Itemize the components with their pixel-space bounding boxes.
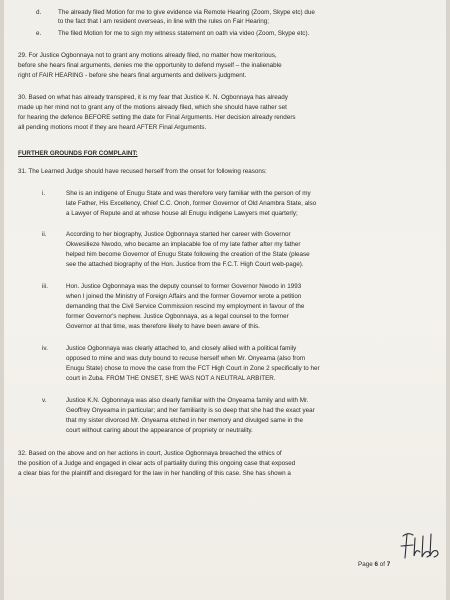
para-30-line-2: made up her mind not to grant any of the motions already filed, which she should have rather set xyxy=(18,104,287,111)
para-31-intro: 31. The Learned Judge should have recused herself from the onset for following reasons: xyxy=(18,168,267,175)
reason-i-line-2: late Father, His Excellency, Chief C.C. Onoh, former Governor of Old Anambra State, also xyxy=(66,200,317,207)
reason-i-line-3: a Lawyer of Repute and at whose house all Enugu indigene Lawyers met quarterly; xyxy=(66,210,298,217)
reason-iv-line-4: court in Zuba. FROM THE ONSET, SHE WAS NOT A NEUTRAL ARBITER. xyxy=(66,375,276,382)
reason-v-line-1: Justice K.N. Ogbonnaya was also clearly familiar with the Onyeama family and with Mr. xyxy=(66,397,309,404)
para-29-line-2: before she hears final arguments, denies me the opportunity to defend myself – the inalienable xyxy=(18,62,282,69)
item-d-line-1: The already filed Motion for me to give evidence via Remote Hearing (Zoom, Skype etc) due xyxy=(58,9,315,16)
reason-iii-line-1: Hon. Justice Ogbonnaya was the deputy counsel to former Governor Nwodo in 1993 xyxy=(66,283,302,290)
reason-ii-marker: ii. xyxy=(42,231,47,238)
reason-iii-line-2: when I joined the Ministry of Foreign Affairs and the former Governor wrote a petition xyxy=(66,293,302,300)
reason-v-line-2: Geoffrey Onyeama in particular; and her familiarity is so deep that she had the exact year xyxy=(66,407,315,414)
footer-mid: of xyxy=(377,561,387,568)
item-e-line-1: The filed Motion for me to sign my witness statement on oath via video (Zoom, Skype etc). xyxy=(58,30,310,37)
item-d-marker: d. xyxy=(36,9,42,16)
para-30-line-4: all pending motions moot if they are heard AFTER Final Arguments. xyxy=(18,124,207,131)
footer-page-number: 6 xyxy=(374,561,378,568)
para-30-line-1: 30. Based on what has already transpired, it is my fear that Justice K. N. Ogbonnaya has already xyxy=(18,94,288,101)
para-32-line-3: a clear bias for the plaintiff and disregard for the law in her handling of this case. She has shown a xyxy=(18,470,291,477)
document-page xyxy=(4,0,446,600)
reason-v-marker: v. xyxy=(42,397,47,404)
reason-iv-marker: iv. xyxy=(42,345,48,352)
reason-iv-line-2: opposed to mine and was duty bound to recuse herself when Mr. Onyeama (also from xyxy=(66,355,306,362)
reason-i-line-1: She is an indigene of Enugu State and was therefore very familiar with the person of my xyxy=(66,190,311,197)
reason-ii-line-4: see the attached biography of the Hon. Justice from the F.C.T. High Court web-page). xyxy=(66,261,304,268)
para-30-line-3: for hearing the defence BEFORE setting the date for Final Arguments. Her decision already renders xyxy=(18,114,296,121)
page-footer xyxy=(358,561,390,570)
reason-v-line-3: that my sister divorced Mr. Onyeama etched in her memory and divulged same in the xyxy=(66,417,303,424)
handwritten-initials xyxy=(399,528,443,564)
section-heading: FURTHER GROUNDS FOR COMPLAINT: xyxy=(18,150,138,157)
reason-ii-line-1: According to her biography, Justice Ogbonnaya started her career with Governor xyxy=(66,231,291,238)
para-32-line-2: the position of a Judge and engaged in clear acts of partiality during this ongoing case that exposed xyxy=(18,460,296,467)
reason-iii-line-5: Governor at that time, was therefore likely to have been aware of this. xyxy=(66,323,260,330)
footer-page-total: 7 xyxy=(386,561,391,568)
item-e-marker: e. xyxy=(36,30,42,37)
reason-v-line-4: court without caring about the appearance of propriety or neutrality. xyxy=(66,427,253,434)
reason-iii-line-4: former Governor's nephew. Justice Ogbonnaya, as a legal counsel to the former xyxy=(66,313,289,320)
reason-iv-line-3: Enugu State) chose to move the case from the FCT High Court in Zone 2 specifically to her xyxy=(66,365,320,372)
para-32-line-1: 32. Based on the above and on her actions in court, Justice Ogbonnaya breached the ethics of xyxy=(18,450,282,457)
reason-iii-marker: iii. xyxy=(42,283,48,290)
reason-ii-line-3: helped him become Governor of Enugu State following the creation of the State (please xyxy=(66,251,310,258)
reason-ii-line-2: Okwesilieze Nwodo, who became an implacable foe of my late father after my father xyxy=(66,241,301,248)
reason-iv-line-1: Justice Ogbonnaya was clearly attached to, and closely allied with a political family xyxy=(66,345,297,352)
reason-iii-line-3: demanding that the Civil Service Commission rescind my employment in favour of the xyxy=(66,303,305,310)
reason-i-marker: i. xyxy=(42,190,46,197)
item-d-line-2: to the fact that I am resident overseas, in line with the rules on Fair Hearing; xyxy=(58,18,270,25)
footer-prefix: Page xyxy=(358,561,375,568)
para-29-line-1: 29. For Justice Ogbonnaya not to grant any motions already filed, no matter how meritorious, xyxy=(18,52,277,59)
para-29-line-3: right of FAIR HEARING - before she hears final arguments and delivers judgment. xyxy=(18,72,247,79)
